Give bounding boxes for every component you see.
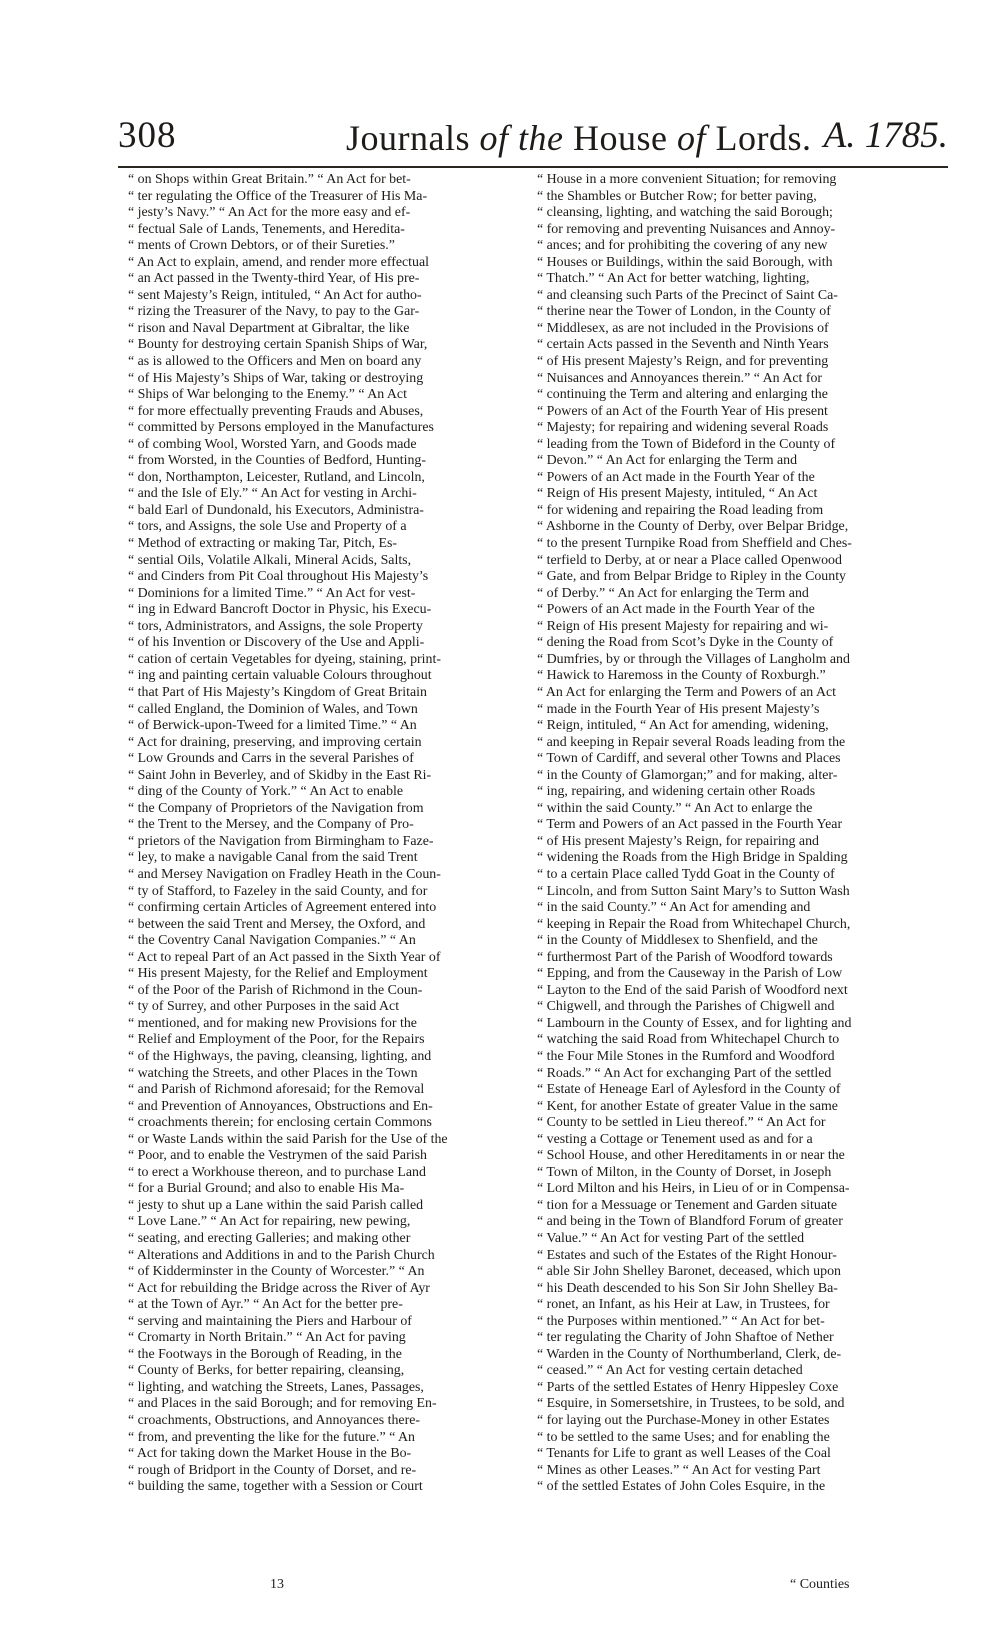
text-line: “ the Footways in the Borough of Reading, in the <box>128 1346 402 1362</box>
text-line: “ prietors of the Navigation from Birmingham to Faze- <box>128 833 434 849</box>
text-line: “ Estates and such of the Estates of the Right Honour- <box>537 1247 837 1263</box>
text-line: “ of the Highways, the paving, cleansing, lighting, and <box>128 1048 432 1064</box>
text-line: “ Powers of an Act of the Fourth Year of His present <box>537 403 828 419</box>
text-line: “ the Company of Proprietors of the Navigation from <box>128 800 424 816</box>
text-line: “ Houses or Buildings, within the said Borough, with <box>537 254 833 270</box>
text-line: “ ter regulating the Office of the Treasurer of His Ma- <box>128 188 428 204</box>
title-of-2: of <box>677 118 707 158</box>
text-line: “ that Part of His Majesty’s Kingdom of Great Britain <box>128 684 427 700</box>
text-line: “ the Coventry Canal Navigation Companies.” “ An <box>128 933 416 949</box>
text-line: “ ing in Edward Bancroft Doctor in Physic, his Execu- <box>128 602 432 618</box>
text-line: “ and Cinders from Pit Coal throughout His Majesty’s <box>128 569 429 585</box>
text-line: “ of His Majesty’s Ships of War, taking or destroying <box>128 370 424 386</box>
text-line: “ Method of extracting or making Tar, Pitch, Es- <box>128 536 398 552</box>
text-line: “ building the same, together with a Session or Court <box>128 1479 423 1495</box>
text-line: “ sential Oils, Volatile Alkali, Mineral Acids, Salts, <box>128 552 412 568</box>
text-line: “ and keeping in Repair several Roads leading from the <box>537 734 846 750</box>
text-line: “ fectual Sale of Lands, Tenements, and Heredita- <box>128 221 405 237</box>
text-line: “ Ships of War belonging to the Enemy.” “ An Act <box>128 387 407 403</box>
text-line: “ Act for rebuilding the Bridge across the River of Ayr <box>128 1280 430 1296</box>
text-line: “ of His present Majesty’s Reign, for repairing and <box>537 833 819 849</box>
text-line: “ called England, the Dominion of Wales, and Town <box>128 701 418 717</box>
text-line: “ ing, repairing, and widening certain other Roads <box>537 784 816 800</box>
text-line: “ at the Town of Ayr.” “ An Act for the better pre- <box>128 1297 403 1313</box>
text-line: “ ty of Stafford, to Fazeley in the said County, and for <box>128 883 428 899</box>
text-line: “ of Derby.” “ An Act for enlarging the Term and <box>537 585 809 601</box>
text-line: “ Powers of an Act made in the Fourth Year of the <box>537 602 815 618</box>
text-line: “ Value.” “ An Act for vesting Part of the settled <box>537 1231 805 1246</box>
text-line: “ for more effectually preventing Frauds and Abuses, <box>128 403 424 419</box>
text-line: “ keeping in Repair the Road from Whitechapel Church, <box>537 916 851 932</box>
text-line: “ ding of the County of York.” “ An Act to enable <box>128 784 404 800</box>
text-line: “ Dumfries, by or through the Villages of Langholm and <box>537 651 850 667</box>
text-line: “ tors, and Assigns, the sole Use and Property of a <box>128 519 407 535</box>
text-line: “ his Death descended to his Son Sir John Shelley Ba- <box>537 1280 838 1296</box>
text-line: “ for laying out the Purchase-Money in other Estates <box>537 1413 830 1429</box>
text-line: “ and the Isle of Ely.” “ An Act for vesting in Archi- <box>128 486 417 502</box>
text-line: “ ter regulating the Charity of John Shaftoe of Nether <box>537 1330 834 1346</box>
left-text-column <box>128 172 498 1496</box>
header-rule <box>118 166 948 168</box>
text-line: “ Epping, and from the Causeway in the Parish of Low <box>537 966 843 982</box>
text-line: “ therine near the Tower of London, in the County of <box>537 304 831 320</box>
text-line: “ An Act to explain, amend, and render more effectual <box>128 254 429 270</box>
text-line: “ vesting a Cottage or Tenement used as and for a <box>537 1131 813 1147</box>
text-line: “ to be settled to the same Uses; and for enabling the <box>537 1429 830 1445</box>
text-line: “ rison and Naval Department at Gibraltar, the like <box>128 320 410 336</box>
text-line: “ of combing Wool, Worsted Yarn, and Goods made <box>128 436 417 452</box>
text-line: “ for removing and preventing Nuisances and Annoy- <box>537 221 836 237</box>
year-label: A. 1785. <box>823 115 948 156</box>
text-line: “ of Kidderminster in the County of Worcester.” “ An <box>128 1264 425 1280</box>
text-line: “ Alterations and Additions in and to the Parish Church <box>128 1247 435 1263</box>
text-line: “ Mines as other Leases.” “ An Act for vesting Part <box>537 1462 821 1478</box>
text-line: “ in the County of Middlesex to Shenfield, and the <box>537 933 818 949</box>
text-line: “ an Act passed in the Twenty-third Year, of His pre- <box>128 271 420 287</box>
text-line: “ in the said County.” “ An Act for amending and <box>537 900 811 916</box>
text-line: “ and Mersey Navigation on Fradley Heath in the Coun- <box>128 866 441 882</box>
right-text-column <box>537 172 907 1496</box>
text-line: “ the Shambles or Butcher Row; for better paving, <box>537 188 817 204</box>
text-line: “ Powers of an Act made in the Fourth Year of the <box>537 469 815 485</box>
text-line: “ committed by Persons employed in the Manufactures <box>128 420 434 436</box>
text-line: “ Town of Milton, in the County of Dorset, in Joseph <box>537 1164 832 1180</box>
text-line: “ as is allowed to the Officers and Men on board any <box>128 354 422 370</box>
text-line: “ Hawick to Haremoss in the County of Roxburgh.” <box>537 668 826 684</box>
text-line: “ ments of Crown Debtors, or of their Sureties.” <box>128 238 395 254</box>
text-line: “ His present Majesty, for the Relief and Employment <box>128 966 428 982</box>
text-line: “ Poor, and to enable the Vestrymen of the said Parish <box>128 1148 427 1164</box>
text-line: “ the Trent to the Mersey, and the Company of Pro- <box>128 817 414 833</box>
text-line: “ from Worsted, in the Counties of Bedford, Hunting- <box>128 453 426 469</box>
text-line: “ Majesty; for repairing and widening several Roads <box>537 420 829 436</box>
text-line: “ and being in the Town of Blandford Forum of greater <box>537 1214 843 1230</box>
text-line: “ on Shops within Great Britain.” “ An Act for bet- <box>128 172 411 187</box>
text-line: “ tors, Administrators, and Assigns, the sole Property <box>128 618 423 634</box>
text-line: “ Layton to the End of the said Parish of Woodford next <box>537 982 848 998</box>
text-line: “ Kent, for another Estate of greater Value in the same <box>537 1098 838 1114</box>
text-line: “ cation of certain Vegetables for dyeing, staining, print- <box>128 651 441 667</box>
text-line: “ Roads.” “ An Act for exchanging Part of the settled <box>537 1065 832 1081</box>
text-line: “ Low Grounds and Carrs in the several Parishes of <box>128 751 414 767</box>
text-line: “ ronet, an Infant, as his Heir at Law, in Trustees, for <box>537 1297 830 1313</box>
page-number: 308 <box>118 115 177 156</box>
text-line: “ for widening and repairing the Road leading from <box>537 502 824 518</box>
text-line: “ Tenants for Life to grant as well Leases of the Coal <box>537 1446 831 1462</box>
text-line: “ County to be settled in Lieu thereof.” “ An Act for <box>537 1115 826 1131</box>
text-line: “ ances; and for prohibiting the covering of any new <box>537 238 828 254</box>
text-line: “ ley, to make a navigable Canal from the said Trent <box>128 850 418 866</box>
text-line: “ Gate, and from Belpar Bridge to Ripley in the County <box>537 569 846 585</box>
text-line: “ the Four Mile Stones in the Rumford and Woodford <box>537 1048 835 1064</box>
text-line: “ the Purposes within mentioned.” “ An Act for bet- <box>537 1313 825 1329</box>
text-line: “ mentioned, and for making new Provisions for the <box>128 1015 417 1031</box>
text-line: “ tion for a Messuage or Tenement and Garden situate <box>537 1197 838 1213</box>
text-line: “ Cromarty in North Britain.” “ An Act for paving <box>128 1330 406 1346</box>
text-line: “ House in a more convenient Situation; for removing <box>537 172 837 187</box>
text-line: “ in the County of Glamorgan;” and for making, alter- <box>537 767 838 783</box>
text-line: “ croachments, Obstructions, and Annoyances there- <box>128 1413 420 1429</box>
text-line: “ Term and Powers of an Act passed in the Fourth Year <box>537 817 843 833</box>
text-line: “ Thatch.” “ An Act for better watching, lighting, <box>537 271 810 287</box>
text-line: “ Lambourn in the County of Essex, and for lighting and <box>537 1015 852 1031</box>
text-line: “ sent Majesty’s Reign, intituled, “ An Act for autho- <box>128 287 422 303</box>
text-line: “ don, Northampton, Leicester, Rutland, and Lincoln, <box>128 469 425 485</box>
text-line: “ Act for draining, preserving, and improving certain <box>128 734 422 750</box>
text-line: “ Bounty for destroying certain Spanish Ships of War, <box>128 337 428 353</box>
running-title <box>346 118 812 158</box>
text-line: “ Saint John in Beverley, and of Skidby in the East Ri- <box>128 767 432 783</box>
text-line: “ and cleansing such Parts of the Precinct of Saint Ca- <box>537 287 838 303</box>
text-line: “ dening the Road from Scot’s Dyke in the County of <box>537 635 834 651</box>
text-line: “ seating, and erecting Galleries; and making other <box>128 1231 411 1246</box>
text-line: “ Act for taking down the Market House in the Bo- <box>128 1446 412 1462</box>
text-line: “ rough of Bridport in the County of Dorset, and re- <box>128 1462 417 1478</box>
text-line: “ serving and maintaining the Piers and Harbour of <box>128 1313 412 1329</box>
text-line: “ Relief and Employment of the Poor, for the Repairs <box>128 1032 425 1048</box>
text-line: “ Nuisances and Annoyances therein.” “ An Act for <box>537 370 823 386</box>
text-line: “ from, and preventing the like for the future.” “ An <box>128 1429 415 1445</box>
text-line: “ of his Invention or Discovery of the Use and Appli- <box>128 635 425 651</box>
text-line: “ rizing the Treasurer of the Navy, to pay to the Gar- <box>128 304 420 320</box>
text-line: “ School House, and other Hereditaments in or near the <box>537 1148 845 1164</box>
text-line: “ croachments therein; for enclosing certain Commons <box>128 1115 432 1131</box>
text-line: “ Estate of Heneage Earl of Aylesford in the County of <box>537 1082 841 1098</box>
text-line: “ of Berwick-upon-Tweed for a limited Time.” “ An <box>128 718 417 734</box>
text-line: “ ing and painting certain valuable Colours throughout <box>128 668 432 684</box>
text-line: “ to erect a Workhouse thereon, and to purchase Land <box>128 1164 426 1180</box>
text-line: “ jesty’s Navy.” “ An Act for the more easy and ef- <box>128 205 411 221</box>
text-line: “ between the said Trent and Mersey, the Oxford, and <box>128 916 426 932</box>
text-line: “ ceased.” “ An Act for vesting certain detached <box>537 1363 803 1379</box>
text-line: “ Reign of His present Majesty, intituled, “ An Act <box>537 486 818 502</box>
text-line: “ or Waste Lands within the said Parish for the Use of the <box>128 1131 448 1147</box>
text-line: “ certain Acts passed in the Seventh and Ninth Years <box>537 337 829 353</box>
text-line: “ of the Poor of the Parish of Richmond in the Coun- <box>128 982 423 998</box>
text-line: “ Love Lane.” “ An Act for repairing, new pewing, <box>128 1214 411 1230</box>
text-line: “ ty of Surrey, and other Purposes in the said Act <box>128 999 400 1015</box>
text-line: “ furthermost Part of the Parish of Woodford towards <box>537 949 833 965</box>
text-line: “ Middlesex, as are not included in the Provisions of <box>537 320 829 336</box>
text-line: “ Dominions for a limited Time.” “ An Act for vest- <box>128 585 416 601</box>
text-line: “ bald Earl of Dundonald, his Executors, Administra- <box>128 502 424 518</box>
text-line: “ terfield to Derby, at or near a Place called Openwood <box>537 552 842 568</box>
title-house: House <box>573 118 668 158</box>
text-line: “ Reign of His present Majesty for repairing and wi- <box>537 618 829 634</box>
text-line: “ jesty to shut up a Lane within the said Parish called <box>128 1197 424 1213</box>
text-line: “ Chigwell, and through the Parishes of Chigwell and <box>537 999 835 1015</box>
text-line: “ leading from the Town of Bideford in the County of <box>537 436 836 452</box>
text-line: “ Parts of the settled Estates of Henry Hippesley Coxe <box>537 1379 839 1395</box>
text-line: “ Lord Milton and his Heirs, in Lieu of or in Compensa- <box>537 1181 850 1197</box>
text-line: “ and Places in the said Borough; and for removing En- <box>128 1396 437 1412</box>
text-line: “ for a Burial Ground; and also to enable His Ma- <box>128 1181 405 1197</box>
text-line: “ of the settled Estates of John Coles Esquire, in the <box>537 1479 826 1495</box>
text-line: “ Reign, intituled, “ An Act for amending, widening, <box>537 718 829 734</box>
text-line: “ Devon.” “ An Act for enlarging the Term and <box>537 453 798 469</box>
text-line: “ An Act for enlarging the Term and Powers of an Act <box>537 684 837 700</box>
signature-mark: 13 <box>270 1577 284 1592</box>
title-journals: Journals <box>346 118 470 158</box>
text-line: “ widening the Roads from the High Bridge in Spalding <box>537 850 848 866</box>
text-line: “ Town of Cardiff, and several other Towns and Places <box>537 751 841 767</box>
text-line: “ made in the Fourth Year of His present Majesty’s <box>537 701 820 717</box>
text-line: “ within the said County.” “ An Act to enlarge the <box>537 800 813 816</box>
text-line: “ to the present Turnpike Road from Sheffield and Ches- <box>537 536 852 552</box>
title-lords: Lords. <box>715 118 812 158</box>
text-line: “ and Parish of Richmond aforesaid; for the Removal <box>128 1082 425 1098</box>
text-line: “ Lincoln, and from Sutton Saint Mary’s to Sutton Wash <box>537 883 850 899</box>
text-line: “ continuing the Term and altering and enlarging the <box>537 387 828 403</box>
text-line: “ to a certain Place called Tydd Goat in the County of <box>537 866 835 882</box>
text-line: “ watching the Streets, and other Places in the Town <box>128 1065 418 1081</box>
text-line: “ of His present Majesty’s Reign, and for preventing <box>537 354 829 370</box>
text-line: “ County of Berks, for better repairing, cleansing, <box>128 1363 405 1379</box>
text-line: “ Warden in the County of Northumberland, Clerk, de- <box>537 1346 842 1362</box>
page-header <box>118 116 948 170</box>
text-line: “ and Prevention of Annoyances, Obstructions and En- <box>128 1098 433 1114</box>
text-line: “ Act to repeal Part of an Act passed in the Sixth Year of <box>128 949 441 965</box>
title-of-1: of <box>479 118 509 158</box>
title-the: the <box>518 118 564 158</box>
text-line: “ watching the said Road from Whitechapel Church to <box>537 1032 840 1048</box>
catchword: “ Counties <box>790 1577 850 1592</box>
text-line: “ cleansing, lighting, and watching the said Borough; <box>537 205 833 221</box>
text-line: “ confirming certain Articles of Agreement entered into <box>128 900 437 916</box>
text-line: “ Ashborne in the County of Derby, over Belpar Bridge, <box>537 519 849 535</box>
text-line: “ lighting, and watching the Streets, Lanes, Passages, <box>128 1379 424 1395</box>
text-line: “ able Sir John Shelley Baronet, deceased, which upon <box>537 1264 841 1280</box>
text-line: “ Esquire, in Somersetshire, in Trustees, to be sold, and <box>537 1396 845 1412</box>
